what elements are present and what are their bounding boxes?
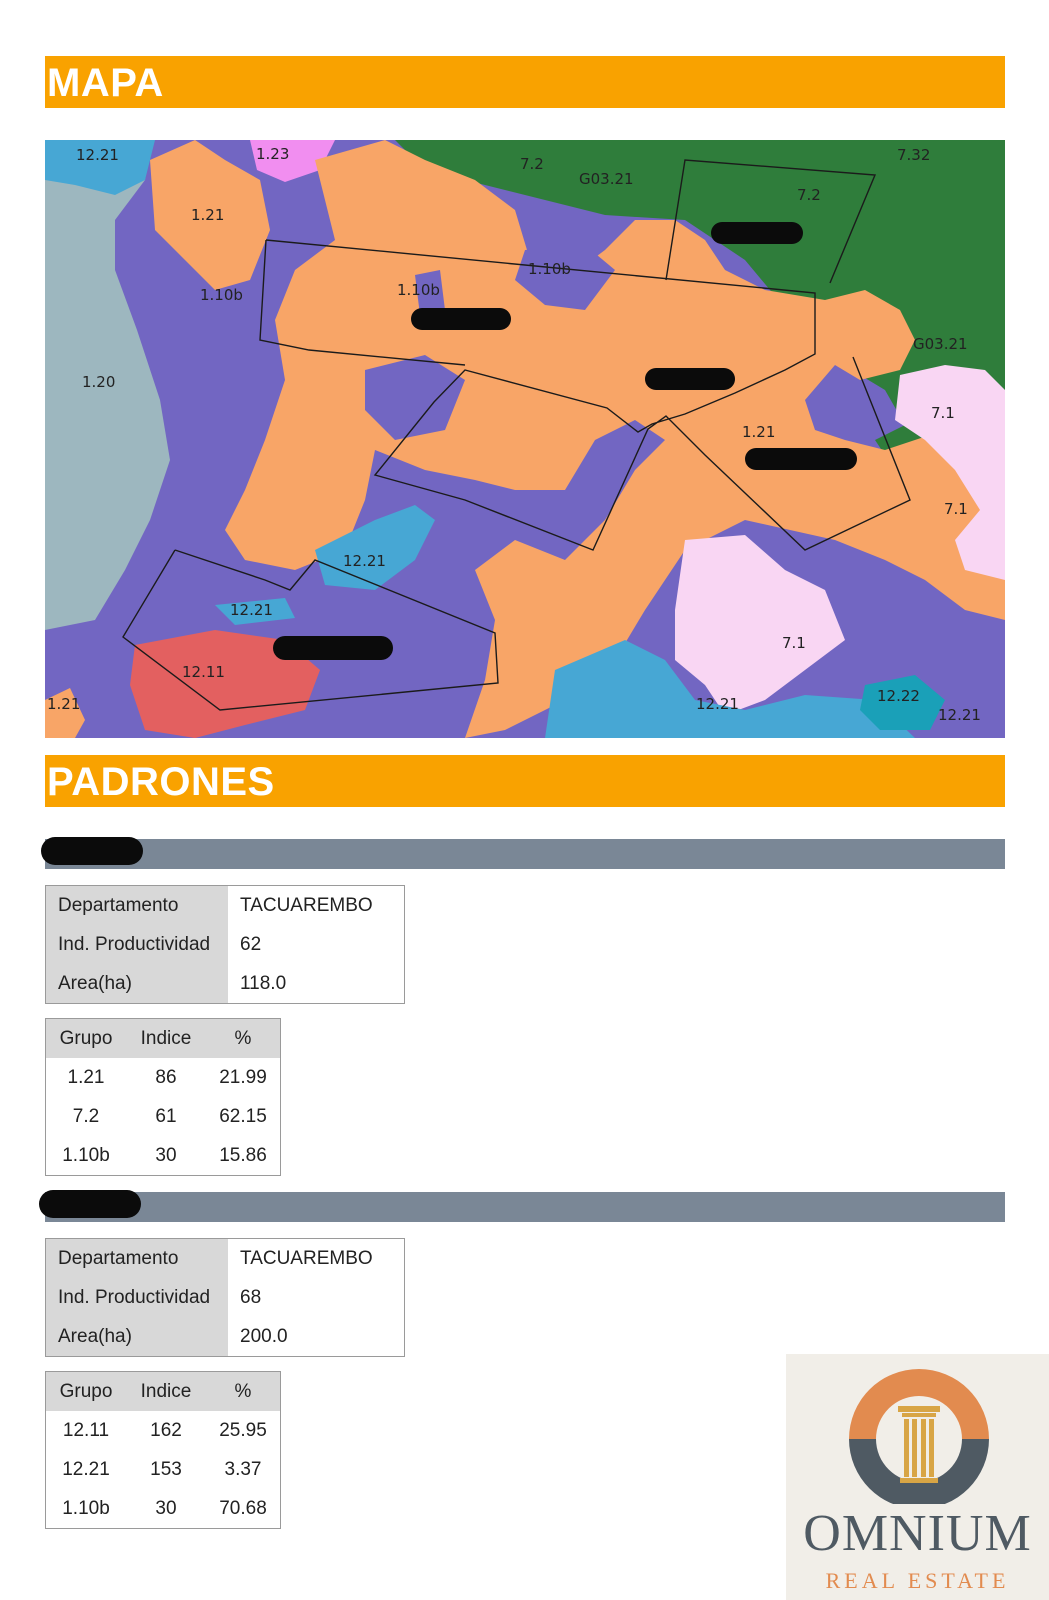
padron-2-info-table xyxy=(45,1238,405,1357)
info-value: 200.0 xyxy=(228,1317,405,1357)
info-key: Departamento xyxy=(46,886,229,926)
map-label: 12.11 xyxy=(182,663,225,681)
table-row xyxy=(46,1278,405,1317)
padron-2-header-bar xyxy=(45,1192,1005,1222)
column-header-indice: Indice xyxy=(126,1019,206,1059)
map-label: 1.23 xyxy=(256,145,290,163)
redaction-mark xyxy=(711,222,803,244)
cell-grupo: 1.21 xyxy=(67,1066,105,1088)
info-value: 62 xyxy=(228,925,405,964)
table-row xyxy=(46,925,405,964)
table-row xyxy=(46,1489,281,1529)
table-header-row xyxy=(46,1372,281,1412)
emblem-upper-arc xyxy=(849,1369,989,1439)
table-row xyxy=(46,1058,281,1097)
padron-1-info-table xyxy=(45,885,405,1004)
map-label: G03.21 xyxy=(913,335,968,353)
logo-brand-text: OMNIUM xyxy=(803,1505,1032,1562)
padrones-section-title: PADRONES xyxy=(47,760,275,804)
cell-percent: 62.15 xyxy=(219,1105,267,1127)
map-label: 1.10b xyxy=(200,286,243,304)
cell-grupo: 1.10b xyxy=(62,1497,110,1519)
cell-grupo: 7.2 xyxy=(72,1105,100,1127)
cell-percent: 3.37 xyxy=(224,1458,262,1480)
map-section-title: MAPA xyxy=(47,61,164,105)
padron-1-header-bar xyxy=(45,839,1005,869)
column-base xyxy=(900,1478,938,1483)
redaction-mark xyxy=(745,448,857,470)
info-value: TACUAREMBO xyxy=(228,1239,405,1279)
table-row xyxy=(46,1411,281,1450)
map-label: 12.21 xyxy=(696,695,739,713)
table-row xyxy=(46,1097,281,1136)
padron-2-group-table xyxy=(45,1371,281,1529)
cell-indice: 86 xyxy=(155,1066,177,1088)
map-label: 7.1 xyxy=(782,634,806,652)
map-label: 7.2 xyxy=(520,155,544,173)
map-label: 12.21 xyxy=(76,146,119,164)
redaction-mark xyxy=(41,837,143,865)
info-value: TACUAREMBO xyxy=(228,886,405,926)
soil-map xyxy=(45,140,1005,738)
cell-percent: 21.99 xyxy=(219,1066,267,1088)
map-label: 1.10b xyxy=(528,260,571,278)
map-label: 12.21 xyxy=(343,552,386,570)
map-label: 1.20 xyxy=(82,373,116,391)
info-key: Ind. Productividad xyxy=(46,925,229,964)
cell-indice: 30 xyxy=(155,1144,177,1166)
padrones-section-header xyxy=(45,755,1005,807)
omnium-logo xyxy=(786,1354,1049,1600)
column-header-grupo: Grupo xyxy=(46,1019,127,1059)
cell-grupo: 1.10b xyxy=(62,1144,110,1166)
column-capital xyxy=(898,1406,940,1412)
cell-indice: 61 xyxy=(155,1105,177,1127)
column-emblem-icon xyxy=(844,1364,994,1504)
redaction-mark xyxy=(39,1190,141,1218)
table-row xyxy=(46,1136,281,1176)
map-label: 7.1 xyxy=(944,500,968,518)
table-row xyxy=(46,1239,405,1279)
map-label: 1.21 xyxy=(191,206,225,224)
cell-percent: 15.86 xyxy=(219,1144,267,1166)
map-label: G03.21 xyxy=(579,170,634,188)
column-flute xyxy=(904,1419,909,1477)
table-row xyxy=(46,1450,281,1489)
column-header-percent: % xyxy=(206,1019,281,1059)
map-label: 7.1 xyxy=(931,404,955,422)
redaction-mark xyxy=(273,636,393,660)
map-label: 12.21 xyxy=(230,601,273,619)
cell-grupo: 12.21 xyxy=(62,1458,110,1480)
column-flute xyxy=(912,1419,917,1477)
info-key: Area(ha) xyxy=(46,964,229,1004)
cell-percent: 25.95 xyxy=(219,1419,267,1441)
padron-1-group-table xyxy=(45,1018,281,1176)
cell-grupo: 12.11 xyxy=(62,1419,110,1441)
table-row xyxy=(46,886,405,926)
column-flute xyxy=(921,1419,926,1477)
map-label: 12.22 xyxy=(877,687,920,705)
map-label: 12.21 xyxy=(938,706,981,724)
info-key: Area(ha) xyxy=(46,1317,229,1357)
map-label: 1.21 xyxy=(742,423,776,441)
cell-indice: 162 xyxy=(150,1419,182,1441)
redaction-mark xyxy=(411,308,511,330)
cell-percent: 70.68 xyxy=(219,1497,267,1519)
info-value: 68 xyxy=(228,1278,405,1317)
info-value: 118.0 xyxy=(228,964,405,1004)
column-header-indice: Indice xyxy=(126,1372,206,1412)
emblem-lower-arc xyxy=(849,1439,989,1504)
column-abacus xyxy=(902,1413,936,1417)
cell-indice: 30 xyxy=(155,1497,177,1519)
map-label: 7.32 xyxy=(897,146,931,164)
map-label: 1.21 xyxy=(47,695,81,713)
column-flute xyxy=(929,1419,934,1477)
table-row xyxy=(46,964,405,1004)
info-key: Departamento xyxy=(46,1239,229,1279)
map-section-header xyxy=(45,56,1005,108)
table-header-row xyxy=(46,1019,281,1059)
column-header-grupo: Grupo xyxy=(46,1372,127,1412)
column-header-percent: % xyxy=(206,1372,281,1412)
map-label: 7.2 xyxy=(797,186,821,204)
map-label: 1.10b xyxy=(397,281,440,299)
cell-indice: 153 xyxy=(150,1458,182,1480)
logo-tagline: REAL ESTATE xyxy=(825,1568,1010,1593)
redaction-mark xyxy=(645,368,735,390)
table-row xyxy=(46,1317,405,1357)
info-key: Ind. Productividad xyxy=(46,1278,229,1317)
